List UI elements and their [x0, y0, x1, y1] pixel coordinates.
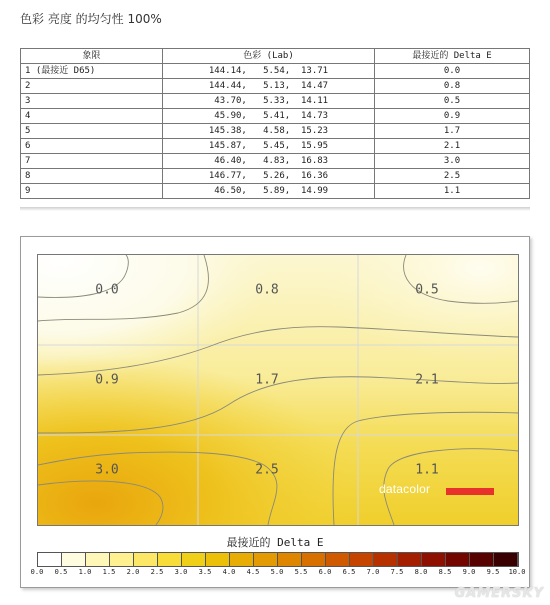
lab-value-cell: 45.90, 5.41, 14.73 [163, 109, 375, 124]
scale-tick-label: 9.0 [462, 568, 476, 576]
scale-tick-label: 10.0 [508, 568, 526, 576]
scale-title: 最接近的 Delta E [226, 536, 324, 549]
scale-segment [110, 553, 134, 566]
scale-tick-label: 4.5 [246, 568, 260, 576]
heatmap-cell-value: 2.1 [415, 372, 439, 388]
delta-e-color-scale [37, 552, 519, 567]
scale-segment [158, 553, 182, 566]
heatmap-cell-value: 0.9 [95, 372, 119, 388]
lab-value-cell: 43.70, 5.33, 14.11 [163, 94, 375, 109]
delta-e-cell: 0.8 [375, 79, 530, 94]
scale-tick-label: 6.5 [342, 568, 356, 576]
heatmap-cell-value: 1.1 [415, 462, 439, 478]
uniformity-table [20, 48, 530, 199]
brand-accent-bar [446, 488, 494, 495]
scale-tick-label: 8.5 [438, 568, 452, 576]
table-row [21, 94, 530, 109]
table-row [21, 139, 530, 154]
watermark: GAMERSKY [454, 586, 544, 601]
quadrant-cell: 8 [21, 169, 163, 184]
scale-segment [206, 553, 230, 566]
quadrant-cell: 9 [21, 184, 163, 199]
heatmap-cell-value: 0.0 [95, 282, 119, 298]
delta-e-cell: 2.1 [375, 139, 530, 154]
scale-segment [326, 553, 350, 566]
scale-tick-label: 3.5 [198, 568, 212, 576]
lab-value-cell: 146.77, 5.26, 16.36 [163, 169, 375, 184]
table-shadow [20, 207, 530, 211]
scale-segment [398, 553, 422, 566]
scale-segment [62, 553, 86, 566]
lab-value-cell: 144.44, 5.13, 14.47 [163, 79, 375, 94]
scale-tick-label: 0.5 [54, 568, 68, 576]
scale-tick-label: 5.5 [294, 568, 308, 576]
delta-e-cell: 0.5 [375, 94, 530, 109]
scale-segment [254, 553, 278, 566]
scale-segment [470, 553, 494, 566]
table-row [21, 79, 530, 94]
scale-segment [182, 553, 206, 566]
scale-segment [38, 553, 62, 566]
scale-segment [422, 553, 446, 566]
scale-tick-label: 7.0 [366, 568, 380, 576]
scale-tick-label: 5.0 [270, 568, 284, 576]
delta-e-cell: 0.9 [375, 109, 530, 124]
lab-value-cell: 145.87, 5.45, 15.95 [163, 139, 375, 154]
delta-e-cell: 3.0 [375, 154, 530, 169]
delta-e-cell: 1.1 [375, 184, 530, 199]
quadrant-cell: 5 [21, 124, 163, 139]
scale-tick-label: 1.5 [102, 568, 116, 576]
quadrant-cell: 6 [21, 139, 163, 154]
lab-value-cell: 46.40, 4.83, 16.83 [163, 154, 375, 169]
heatmap-cell-value: 2.5 [255, 462, 279, 478]
scale-tick-label: 3.0 [174, 568, 188, 576]
scale-segment [230, 553, 254, 566]
quadrant-cell: 4 [21, 109, 163, 124]
column-header-quadrant: 象限 [21, 49, 163, 64]
table-row [21, 124, 530, 139]
scale-tick-label: 2.5 [150, 568, 164, 576]
heatmap-cell-value: 1.7 [255, 372, 279, 388]
scale-tick-label: 2.0 [126, 568, 140, 576]
scale-segment [446, 553, 470, 566]
quadrant-cell: 3 [21, 94, 163, 109]
quadrant-cell: 2 [21, 79, 163, 94]
heatmap-cell-value: 0.5 [415, 282, 439, 298]
quadrant-cell: 1 (最接近 D65) [21, 64, 163, 79]
scale-tick-label: 7.5 [390, 568, 404, 576]
heatmap-cell-value: 0.8 [255, 282, 279, 298]
scale-tick-label: 8.0 [414, 568, 428, 576]
table-header-row [21, 49, 530, 64]
page-title: 色彩 亮度 的均匀性 100% [20, 12, 162, 26]
brand-logo: datacolor [379, 482, 431, 496]
table-row [21, 64, 530, 79]
column-header-lab: 色彩 (Lab) [163, 49, 375, 64]
scale-segment [278, 553, 302, 566]
quadrant-cell: 7 [21, 154, 163, 169]
scale-tick-label: 0.0 [30, 568, 44, 576]
scale-segment [86, 553, 110, 566]
scale-segment [350, 553, 374, 566]
scale-segment [374, 553, 398, 566]
scale-segment [302, 553, 326, 566]
scale-tick-label: 4.0 [222, 568, 236, 576]
table-row [21, 169, 530, 184]
scale-tick-label: 9.5 [486, 568, 500, 576]
delta-e-cell: 2.5 [375, 169, 530, 184]
scale-tick-labels [21, 568, 529, 580]
lab-value-cell: 144.14, 5.54, 13.71 [163, 64, 375, 79]
scale-tick-label: 1.0 [78, 568, 92, 576]
scale-segment [494, 553, 518, 566]
table-row [21, 109, 530, 124]
scale-segment [134, 553, 158, 566]
delta-e-cell: 0.0 [375, 64, 530, 79]
lab-value-cell: 46.50, 5.89, 14.99 [163, 184, 375, 199]
uniformity-heatmap-panel [20, 236, 530, 588]
heatmap-cell-value: 3.0 [95, 462, 119, 478]
lab-value-cell: 145.38, 4.58, 15.23 [163, 124, 375, 139]
column-header-delta-e: 最接近的 Delta E [375, 49, 530, 64]
delta-e-cell: 1.7 [375, 124, 530, 139]
scale-tick-label: 6.0 [318, 568, 332, 576]
table-row [21, 184, 530, 199]
table-row [21, 154, 530, 169]
